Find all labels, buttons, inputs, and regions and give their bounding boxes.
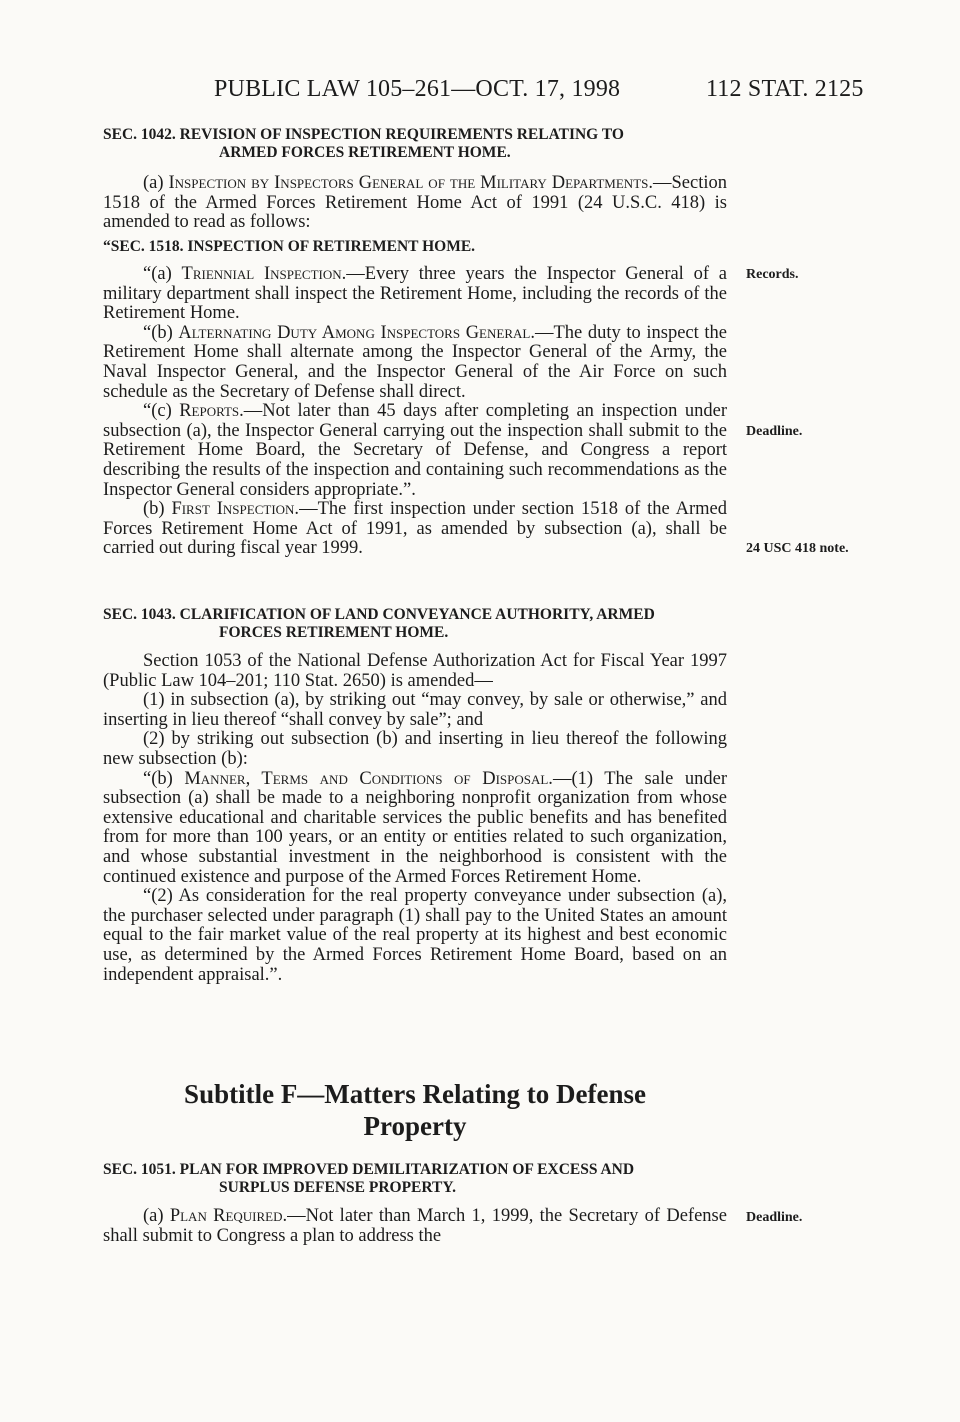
sec-1043-p3: (2) by striking out subsection (b) and inserting in lieu thereof the following new subsection (b): <box>103 729 727 769</box>
sec-1043-p1: Section 1053 of the National Defense Authorization Act for Fiscal Year 1997 (Public Law 104–201; 110 Stat. 2650) is amended— <box>103 651 727 691</box>
running-header-stat: 112 STAT. 2125 <box>706 76 864 102</box>
sec-1518-body <box>103 265 727 559</box>
sec-1043-heading: SEC. 1043. CLARIFICATION OF LAND CONVEYANCE AUTHORITY, ARMED FORCES RETIREMENT HOME. <box>103 606 655 641</box>
subtitle-heading: Subtitle F—Matters Relating to Defense Property <box>184 1079 646 1141</box>
margin-note-deadline: Deadline. <box>746 424 803 439</box>
subsection-label: (a) <box>143 173 169 193</box>
sec-1042-subsection-b: (b) First Inspection.—The first inspection under section 1518 of the Armed Forces Retirement Home Act of 1991, as amended by subsection (a), shall be carried out during fiscal year 1999. <box>103 499 727 559</box>
margin-note-usc: 24 USC 418 note. <box>746 541 849 556</box>
sec-1043-p5: “(2) As consideration for the real property conveyance under subsection (a), the purchaser selected under paragraph (1) shall pay to the United States an amount equal to the fair market value of the real property at its highest and best economic use, as determined by the Armed Forces Retirement Home Board, based on an independent appraisal.”. <box>103 886 727 985</box>
running-header-law: PUBLIC LAW 105–261—OCT. 17, 1998 <box>214 76 621 102</box>
sec-1043-body <box>103 652 727 985</box>
sec-1051-heading: SEC. 1051. PLAN FOR IMPROVED DEMILITARIZATION OF EXCESS AND SURPLUS DEFENSE PROPERTY. <box>103 1161 635 1196</box>
sec-1043-p4: “(b) Manner, Terms and Conditions of Disposal.—(1) The sale under subsection (a) shall be made to a neighboring nonprofit organization from whose extensive educational and charitable services the public benefits and has benefited from for more than 100 years, or an entity or entities related to such organization, and whose substantial investment in the neighborhood is consistent with the continued existence and purpose of the Armed Forces Retirement Home. <box>103 768 727 887</box>
margin-note-records: Records. <box>746 267 799 282</box>
sec-1518-c: “(c) Reports.—Not later than 45 days after completing an inspection under subsection (a), the Inspector General carrying out the inspection shall submit to the Retirement Home Board, the Secretary of Defense, and Congress a report describing the results of the inspection and containing such recommendations as the Inspector General considers appropriate.”. <box>103 401 727 500</box>
sec-1043-p2: (1) in subsection (a), by striking out “may convey, by sale or otherwise,” and inserting in lieu thereof “shall convey by sale”; and <box>103 690 727 730</box>
margin-note-deadline: Deadline. <box>746 1210 803 1225</box>
sec-1518-a: “(a) Triennial Inspection.—Every three years the Inspector General of a military department shall inspect the Retirement Home, including the records of the Retirement Home. <box>103 264 728 324</box>
sec-1042-heading-line1: SEC. 1042. REVISION OF INSPECTION REQUIREMENTS RELATING TO <box>103 126 624 143</box>
subsection-caption: Inspection by Inspectors General of the Military Departments. <box>168 173 653 193</box>
sec-1042-heading-line2: ARMED FORCES RETIREMENT HOME. <box>219 144 511 161</box>
sec-1042-heading <box>103 126 727 162</box>
sec-1518-heading: “SEC. 1518. INSPECTION OF RETIREMENT HOME. <box>103 238 476 255</box>
sec-1051-subsection-a: (a) Plan Required.—Not later than March 1, 1999, the Secretary of Defense shall submit to Congress a plan to address the <box>103 1206 727 1246</box>
subsection-text: —Section 1518 of the Armed Forces Retirement Home Act of 1991 (24 U.S.C. 418) is amended to read as follows: <box>103 173 727 233</box>
sec-1518-b: “(b) Alternating Duty Among Inspectors General.—The duty to inspect the Retirement Home shall alternate among the Inspector General of the Army, the Naval Inspector General, and the Inspector General of the Air Force on such schedule as the Secretary of Defense shall direct. <box>103 322 727 402</box>
sec-1042-subsection-a <box>103 174 727 233</box>
